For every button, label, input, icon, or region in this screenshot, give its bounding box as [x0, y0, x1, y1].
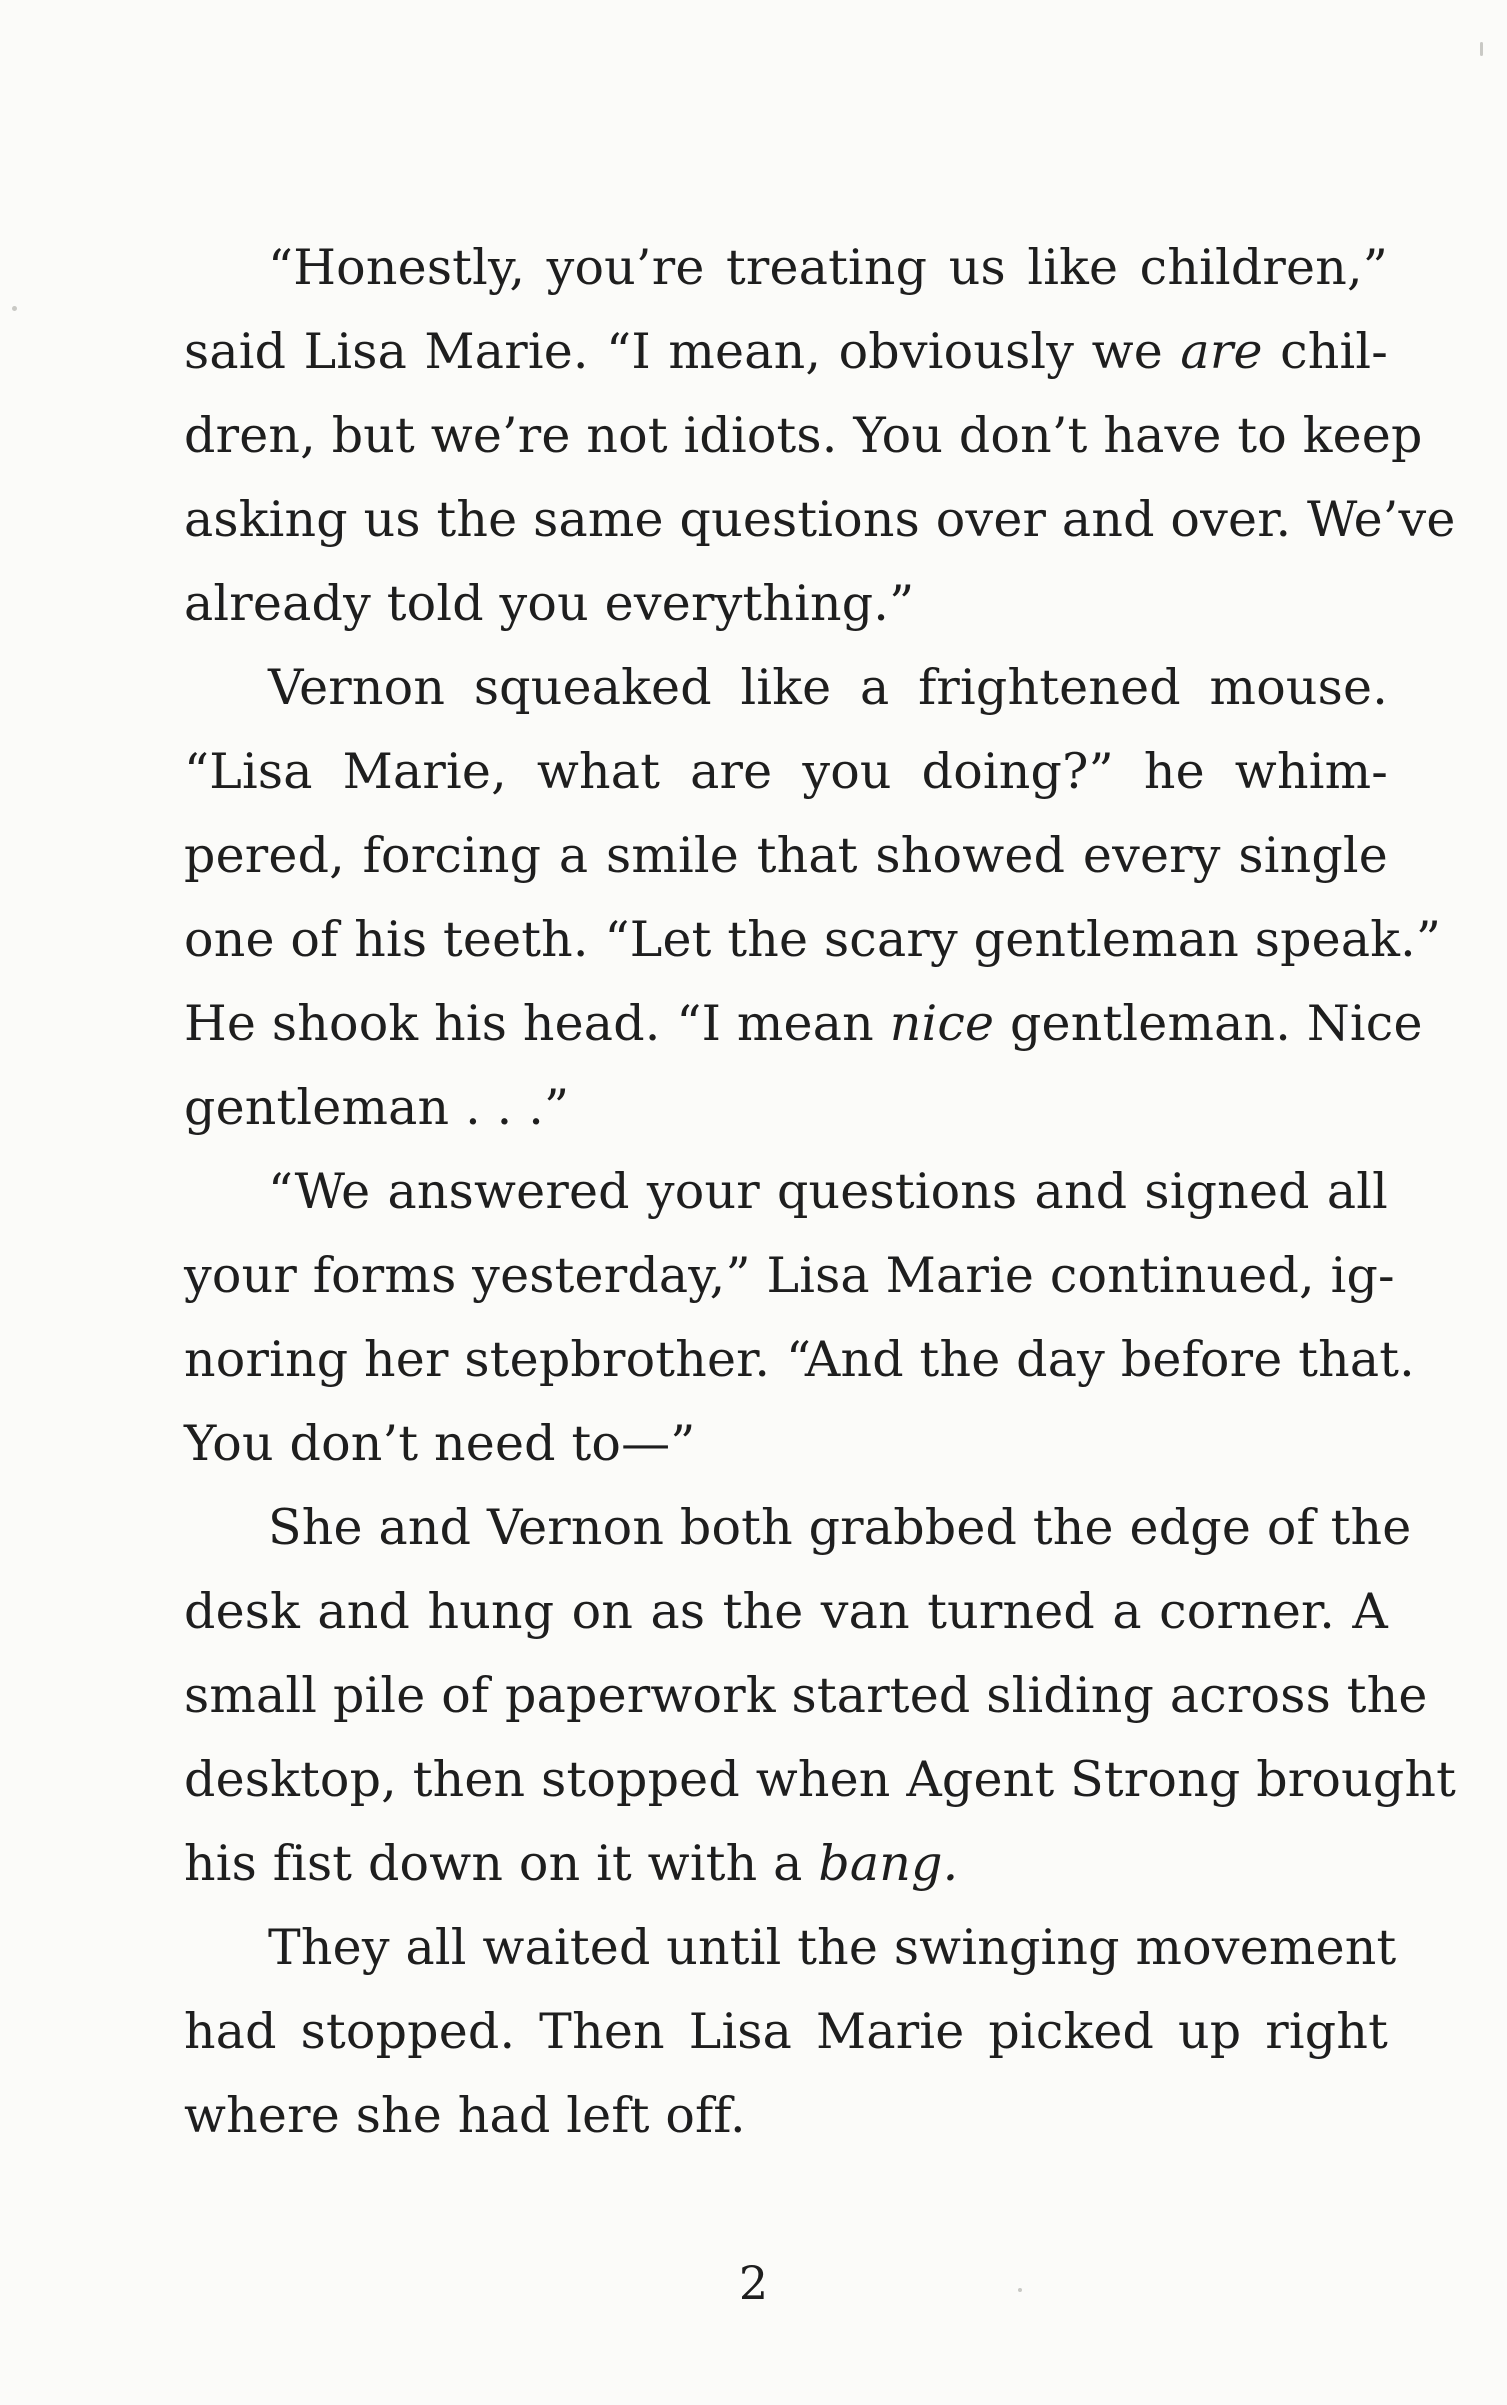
text-line: one of his teeth. “Let the scary gentleman speak.” — [184, 911, 1442, 968]
paragraph — [184, 1906, 1397, 2158]
text-line: where she had left off. — [184, 2087, 746, 2144]
text-line: She and Vernon both grabbed the edge of the — [268, 1499, 1412, 1556]
paper-speck — [1480, 42, 1483, 56]
text-line: desktop, then stopped when Agent Strong brought — [184, 1751, 1457, 1808]
page-number: 2 — [738, 2256, 769, 2310]
text-line: gentleman . . .” — [184, 1079, 570, 1136]
text-line: “We answered your questions and signed all — [268, 1163, 1388, 1220]
text-line: “Lisa Marie, what are you doing?” he whim- — [184, 743, 1388, 800]
text-line: noring her stepbrother. “And the day before that. — [184, 1331, 1415, 1388]
italic-emphasis: are — [1180, 323, 1263, 380]
text-line: his fist down on it with a bang. — [184, 1835, 959, 1892]
body-text — [184, 226, 1457, 2158]
paragraph — [184, 226, 1456, 646]
text-line: “Honestly, you’re treating us like children,” — [268, 239, 1388, 296]
text-line: Vernon squeaked like a frightened mouse. — [268, 659, 1388, 716]
text-line: small pile of paperwork started sliding across the — [184, 1667, 1428, 1724]
text-line: asking us the same questions over and over. We’ve — [184, 491, 1456, 548]
text-line: pered, forcing a smile that showed every single — [184, 827, 1388, 884]
text-line: your forms yesterday,” Lisa Marie continued, ig- — [184, 1247, 1395, 1304]
text-line: dren, but we’re not idiots. You don’t have to keep — [184, 407, 1423, 464]
text-line: They all waited until the swinging movement — [268, 1919, 1397, 1976]
paragraph — [184, 1486, 1457, 1906]
text-line: You don’t need to—” — [184, 1415, 696, 1472]
paragraph — [184, 646, 1442, 1150]
text-line: had stopped. Then Lisa Marie picked up right — [184, 2003, 1388, 2060]
italic-emphasis: bang. — [818, 1835, 959, 1892]
text-line: already told you everything.” — [184, 575, 915, 632]
paragraph — [184, 1150, 1415, 1486]
text-line: said Lisa Marie. “I mean, obviously we are chil- — [184, 323, 1388, 380]
paper-speck — [12, 306, 17, 311]
italic-emphasis: nice — [889, 995, 995, 1052]
text-line: He shook his head. “I mean nice gentleman. Nice — [184, 995, 1423, 1052]
text-line: desk and hung on as the van turned a corner. A — [184, 1583, 1388, 1640]
